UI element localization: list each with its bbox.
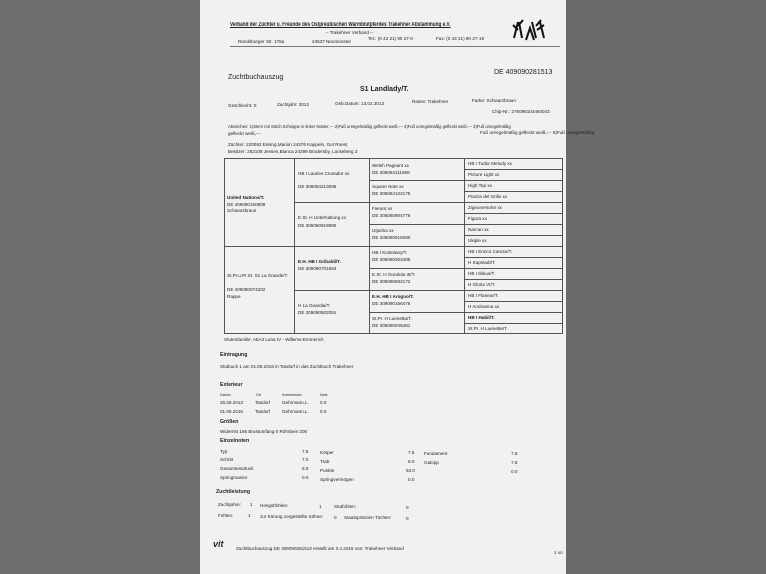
address-city: 24537 Neumünster <box>312 39 352 44</box>
ancestor-name: E.St. H Gondola III/T. <box>372 272 416 277</box>
association-name: Verband der Züchter u. Freunde des Ostpreußischen Warmblutpferdes Trakehner Abstammung e.V. <box>230 22 451 28</box>
ancestor-name: Square Note xx <box>372 184 404 189</box>
great-grandparent: High Top xx <box>468 183 492 188</box>
exterior-commission: Gehrmann,L. <box>282 400 309 405</box>
great-grandparent: HB I Enrico Caruso/T. <box>468 249 513 254</box>
exterior-place: Tasdorf <box>255 409 271 414</box>
score-value: 8.0 <box>408 459 415 464</box>
score-label: Springmanier <box>220 475 248 480</box>
ancestor-id: DE 309090045481 <box>372 323 411 328</box>
breeding-value: 1 <box>319 504 322 509</box>
ancestor-id: DE 306064122175 <box>372 191 411 196</box>
great-grandparent: H Kapstadt/T. <box>468 260 496 265</box>
score-label: Gesamteindruck <box>220 466 254 471</box>
ancestor-id: DE 309090303485 <box>372 257 411 262</box>
document-number: DE 409090281513 <box>494 69 553 76</box>
section-heading-breeding-performance: Zuchtleistung <box>216 489 251 495</box>
score-label: Schritt <box>220 457 234 462</box>
great-grandparent: H Gloria VI/T. <box>468 282 496 287</box>
dam-id: DE 409090074202 <box>227 287 266 292</box>
grandparent-name: HB I Lauries Crusador xx <box>298 171 350 176</box>
score-value: 0.0 <box>408 477 415 482</box>
sizes-text: Widerrist 166 Brustumfang 0 Röhrbein 200 <box>220 429 308 434</box>
score-label: Galopp <box>424 460 439 465</box>
fax: Fax: (0 43 21) 90 27-19 <box>436 36 485 41</box>
score-value: 7.5 <box>408 450 415 455</box>
ancestor-name: E.H. HB I Arogno/T. <box>372 294 414 299</box>
coat-color: Farbe: Schwarzbraun <box>472 98 516 103</box>
sire-name: United Nations/T. <box>227 195 265 200</box>
markings-line-3: gefleckt weiß,--- <box>228 131 261 136</box>
exterior-place: Tasdorf <box>255 400 271 405</box>
markings-line-2: Fuß unregelmäßig gefleckt weiß,--- 5)Fuß unregelmäßig <box>480 130 595 135</box>
great-grandparent: Picture Light xx <box>468 172 500 177</box>
page-number: 1 vo <box>554 550 563 555</box>
sire-color: Schwarzbraun <box>227 208 257 213</box>
grandparent-name: H La Guardia/T. <box>298 303 331 308</box>
ancestor-id: DE 306060904776 <box>372 213 411 218</box>
markings-line-1: Abzeichen: 1)Stern mit Strich,Schnippe in linker Nüster,--- 2)Fuß unregelmäßig gefleckt weiß,--- 4)Fuß unregelmäßig gefleckt weiß,--- 3)Fuß unregelmäßig <box>228 124 511 129</box>
association-subline: – Trakehner Verband – <box>326 30 373 35</box>
great-grandparent: Narcan xx <box>468 227 489 232</box>
owner: Besitzer: 262109 Jessen,Bianca 24399 Brodersby, Lückeberg 3 <box>228 149 358 154</box>
exterior-score: 0.0 <box>320 409 327 414</box>
ancestor-name: Welsh Pageant xx <box>372 163 409 168</box>
sex: Geschlecht: S <box>228 103 257 108</box>
breed: Rasse: Trakehner <box>412 99 449 104</box>
vit-logo: vit <box>213 539 224 549</box>
trakehner-elk-antler-logo <box>510 16 550 44</box>
score-value: 0.0 <box>302 475 309 480</box>
breeder: Züchter: 220092 Essing,Marion 24376 Kappeln, Gut Roest <box>228 142 348 147</box>
great-grandparent: HB I Habil/T. <box>468 315 495 320</box>
mare-family: Stutenfamilie: A5A3 Luna IV - Willems-Emmerich <box>224 337 324 342</box>
breeding-year: Zuchtjahr: 2013 <box>277 102 309 107</box>
document-type: Zuchtbuchauszug <box>228 74 284 81</box>
breeding-value: 0 <box>406 516 409 521</box>
great-grandparent: HB I Tudor Melody xx <box>468 161 512 166</box>
background-left <box>0 0 200 574</box>
great-grandparent: Ukiple xx <box>468 238 487 243</box>
birth-date: Geb.Datum: 13.02.2013 <box>335 101 385 106</box>
grandparent-name: E.H. HB I Gribaldi/T. <box>298 259 341 264</box>
great-grandparent: Piazza del Grillo xx <box>468 194 508 199</box>
breeding-value: 1 <box>248 513 251 518</box>
ancestor-id: DE 309090692172 <box>372 279 411 284</box>
breeding-value: 0 <box>406 505 409 510</box>
grandparent-name: E.St. H Unterhaltung xx <box>298 215 347 220</box>
score-label: Fundament <box>424 451 448 456</box>
exterior-col-place: Ort <box>256 393 261 397</box>
section-heading-sizes: Größen <box>220 419 239 425</box>
exterior-date: 01.05.2016 <box>220 409 243 414</box>
exterior-col-date: Datum <box>220 393 231 397</box>
footer-text: Zuchtbuchauszug DE 409090281513 erstellt am 3.4.2018 von: Trakehner Verband <box>236 546 404 551</box>
score-value: 7.5 <box>511 460 518 465</box>
horse-title: S1 Landlady/T. <box>360 86 409 93</box>
ancestor-name: HB I Kostolany/T. <box>372 250 408 255</box>
grandparent-id: DE 309090701693 <box>298 266 337 271</box>
score-value: 53.0 <box>406 468 415 473</box>
document-page <box>200 0 595 574</box>
score-value: 7.5 <box>511 451 518 456</box>
ancestor-name: St.Pr. H Luenetta/T. <box>372 316 412 321</box>
background-right <box>564 0 766 574</box>
chip-number: Chip-Nr.: 276098104484043 <box>492 109 550 114</box>
section-heading-exterior: Exterieur <box>220 382 243 388</box>
breeding-label: Fohlen: <box>218 513 234 518</box>
grandparent-id: DE 309090502091 <box>298 310 337 315</box>
exterior-col-commission: Kommission <box>282 393 302 397</box>
sire-id: DE 409090150808 <box>227 202 266 207</box>
ancestor-id: DE 306064111968 <box>372 170 410 175</box>
score-label: Trab <box>320 459 330 464</box>
score-value: 7.0 <box>302 457 309 462</box>
dam-name: St.Pr.u.Pr.St. S1 La Grande/T. <box>227 273 289 278</box>
breeding-value: 1 <box>250 502 253 507</box>
exterior-col-score: Note <box>320 393 328 397</box>
score-label: Körper <box>320 450 334 455</box>
telephone: Tel.: (0 43 21) 90 27-0 <box>368 36 413 41</box>
score-value: 0.0 <box>511 469 518 474</box>
exterior-date: 26.06.2013 <box>220 400 243 405</box>
section-heading-scores: Einzelnoten <box>220 438 250 444</box>
grandparent-id: DE 306064213085 <box>298 184 337 189</box>
breeding-label: Zuchtjahre: <box>218 502 241 507</box>
grandparent-id: DE 306060919080 <box>298 223 337 228</box>
exterior-score: 0.0 <box>320 400 327 405</box>
great-grandparent: HB I Flaneur/T. <box>468 293 499 298</box>
great-grandparent: Zigeunersohn xx <box>468 205 502 210</box>
section-heading-registration: Eintragung <box>220 352 248 358</box>
address-street: Rendsburger Str. 178a <box>238 39 285 44</box>
registration-text: Stutbuch 1 am 01.05.2016 in Tasdorf in das Zuchtbuch Trakehner <box>220 364 354 369</box>
great-grandparent: Figura xx <box>468 216 487 221</box>
dam-color: Rappe <box>227 294 241 299</box>
great-grandparent: St.Pr. H Luenette/T. <box>468 326 508 331</box>
score-value: 7.5 <box>302 449 309 454</box>
exterior-commission: Gehrmann,L. <box>282 409 309 414</box>
score-label: Springvermögen <box>320 477 354 482</box>
ancestor-name: Fierant xx <box>372 206 393 211</box>
header-rule <box>230 46 560 47</box>
breeding-label: zur Körung vorgestellte Söhne: <box>260 514 324 519</box>
breeding-label: Staatsprämien Töchter: <box>344 515 392 520</box>
score-label: Punkte <box>320 468 335 473</box>
ancestor-id: DE 309090166476 <box>372 301 411 306</box>
breeding-label: Hengstfohlen: <box>260 503 289 508</box>
great-grandparent: HB I Ibikus/T. <box>468 271 496 276</box>
breeding-value: 0 <box>334 515 337 520</box>
great-grandparent: H Andoanna xx <box>468 304 500 309</box>
ancestor-name: Utjedna xx <box>372 228 394 233</box>
score-label: Typ <box>220 449 228 454</box>
pedigree-table <box>224 158 563 334</box>
breeding-label: Stutfohlen: <box>334 504 356 509</box>
ancestor-id: DE 306060918280 <box>372 235 411 240</box>
score-value: 8.0 <box>302 466 309 471</box>
